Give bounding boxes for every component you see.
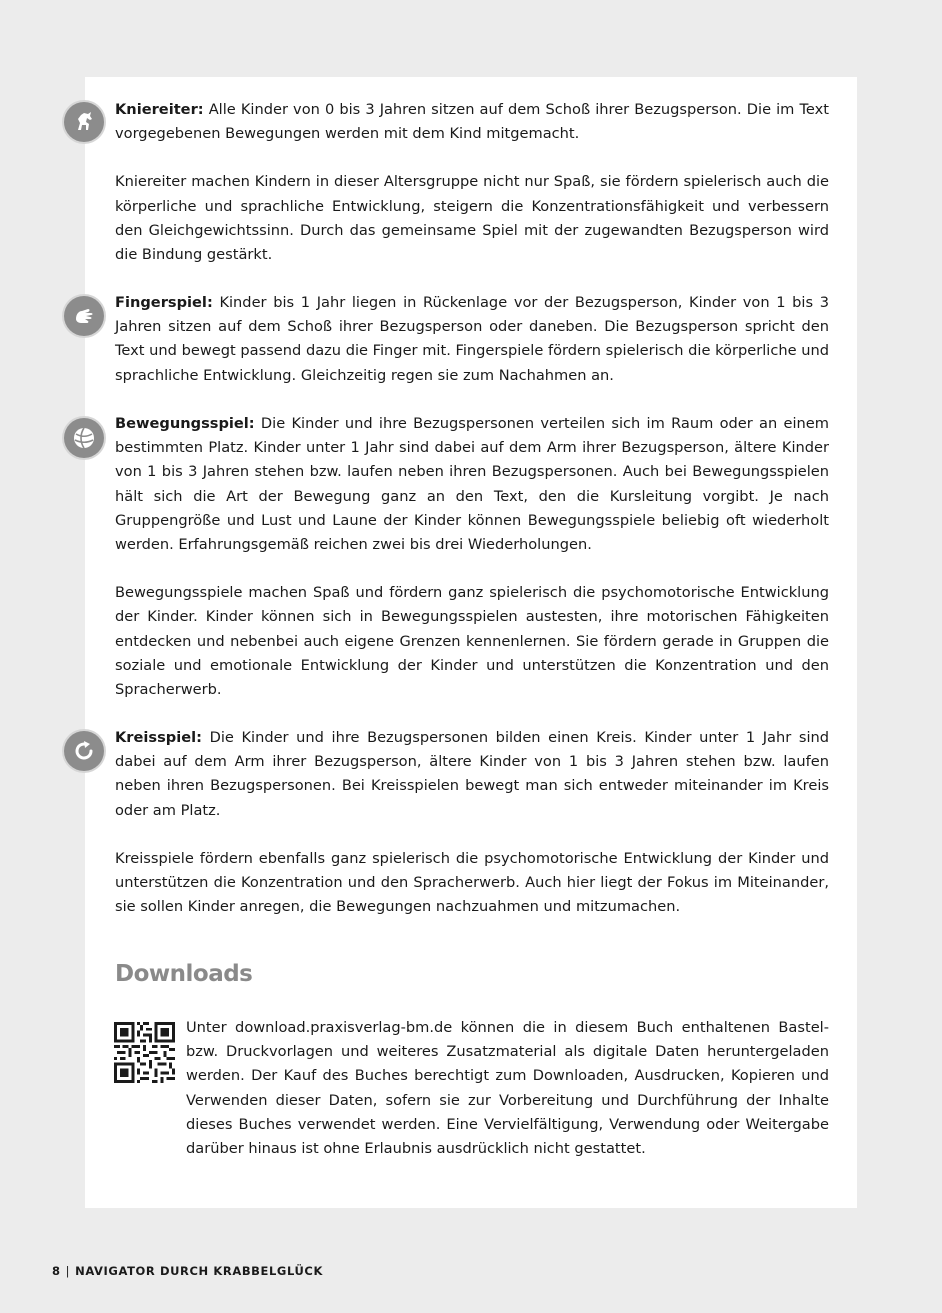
hand-icon: [64, 296, 104, 336]
page-footer: [52, 1264, 323, 1278]
ball-icon: [64, 418, 104, 458]
section-term: Bewegungsspiel:: [115, 415, 255, 432]
downloads-paragraph: Unter download.praxisverlag-bm.de können die in diesem Buch enthaltenen Bastel- bzw. Druckvorlagen und weiteres Zusatzmaterial als digitale Daten heruntergeladen werden. Der Kauf des Buches berechtigt zum Downloaden, Ausdrucken, Kopieren und Verwenden dieser Daten, sofern sie zur Vorbereitung und Durchführung der Inhalte dieses Buches verwendet werden. Eine Vervielfältigung, Verwendung oder Weitergabe darüber hinaus ist ohne Erlaubnis ausdrücklich nicht gestattet.: [186, 1019, 829, 1158]
section-paragraph: Fingerspiel: Kinder bis 1 Jahr liegen in Rückenlage vor der Bezugsperson, Kinder von 1 bis 3 Jahren sitzen auf dem Schoß ihrer Bezugsperson oder daneben. Die Bezugsperson spricht den Text und bewegt passend dazu die Finger mit. Fingerspiele fördern spielerisch die körperliche und sprachliche Entwicklung. Gleichzeitig regen sie zum Nachahmen an.: [115, 294, 830, 384]
section-paragraph: Bewegungsspiele machen Spaß und fördern ganz spielerisch die psychomotorische Entwicklung der Kinder. Kinder können sich in Bewegungsspielen austesten, ihre motorischen Fähigkeiten entdecken und nebenbei auch eigene Grenzen kennenlernen. Sie fördern gerade in Gruppen die soziale und emotionale Entwicklung der Kinder und unterstützen die Konzentration und den Spracherwerb.: [115, 584, 829, 699]
section-paragraph: Kniereiter: Alle Kinder von 0 bis 3 Jahren sitzen auf dem Schoß ihrer Bezugsperson. Die im Text vorgegebenen Bewegungen werden mit dem Kind mitgemacht.: [115, 101, 829, 143]
section-kreisspiel: [115, 726, 829, 919]
downloads-text: [186, 1016, 829, 1161]
section-bewegungsspiel: [115, 412, 829, 702]
section-fingerspiel: [115, 291, 829, 388]
page-number: 8: [52, 1264, 61, 1278]
section-paragraph: Kniereiter machen Kindern in dieser Altersgruppe nicht nur Spaß, sie fördern spielerisch auch die körperliche und sprachliche Entwicklung, steigern die Konzentrationsfähigkeit und verbessern den Gleichgewichtssinn. Durch das gemeinsame Spiel mit der zugewandten Bezugsperson wird die Bindung gestärkt.: [115, 173, 829, 264]
circle-arrow-icon: [64, 731, 104, 771]
section-kniereiter: [115, 98, 829, 267]
rocking-horse-icon: [64, 102, 104, 142]
section-term: Kreisspiel:: [115, 729, 202, 746]
section-term: Kniereiter:: [115, 101, 204, 118]
section-paragraph: Bewegungsspiel: Die Kinder und ihre Bezugspersonen verteilen sich im Raum oder an einem bestimmten Platz. Kinder unter 1 Jahr sind dabei auf dem Arm ihrer Bezugsperson, ältere Kinder von 1 bis 3 Jahren stehen bzw. laufen neben ihren Bezugspersonen. Auch bei Bewegungsspielen hält sich die Art der Bewegung ganz an den Text, den die Kursleitung vorgibt. Je nach Gruppengröße und Lust und Laune der Kinder können Bewegungsspiele beliebig oft wiederholt werden. Erfahrungsgemäß reichen zwei bis drei Wiederholungen.: [115, 415, 829, 554]
section-term: Fingerspiel:: [115, 294, 213, 311]
downloads-heading: Downloads: [115, 961, 253, 987]
section-paragraph: Kreisspiele fördern ebenfalls ganz spielerisch die psychomotorische Entwicklung der Kinder und unterstützen die Konzentration und den Spracherwerb. Auch hier liegt der Fokus im Miteinander, sie sollen Kinder anregen, die Bewegungen nachzuahmen und mitzumachen.: [115, 849, 829, 916]
footer-separator: |: [65, 1264, 71, 1278]
book-title: NAVIGATOR DURCH KRABBELGLÜCK: [75, 1264, 323, 1278]
qr-code-icon: [114, 1022, 175, 1083]
section-paragraph: Kreisspiel: Die Kinder und ihre Bezugspersonen bilden einen Kreis. Kinder unter 1 Jahr sind dabei auf dem Arm ihrer Bezugsperson, ältere Kinder von 1 bis 3 Jahren stehen bzw. laufen neben ihren Bezugspersonen. Bei Kreisspielen bewegt man sich entweder miteinander im Kreis oder am Platz.: [115, 729, 830, 819]
